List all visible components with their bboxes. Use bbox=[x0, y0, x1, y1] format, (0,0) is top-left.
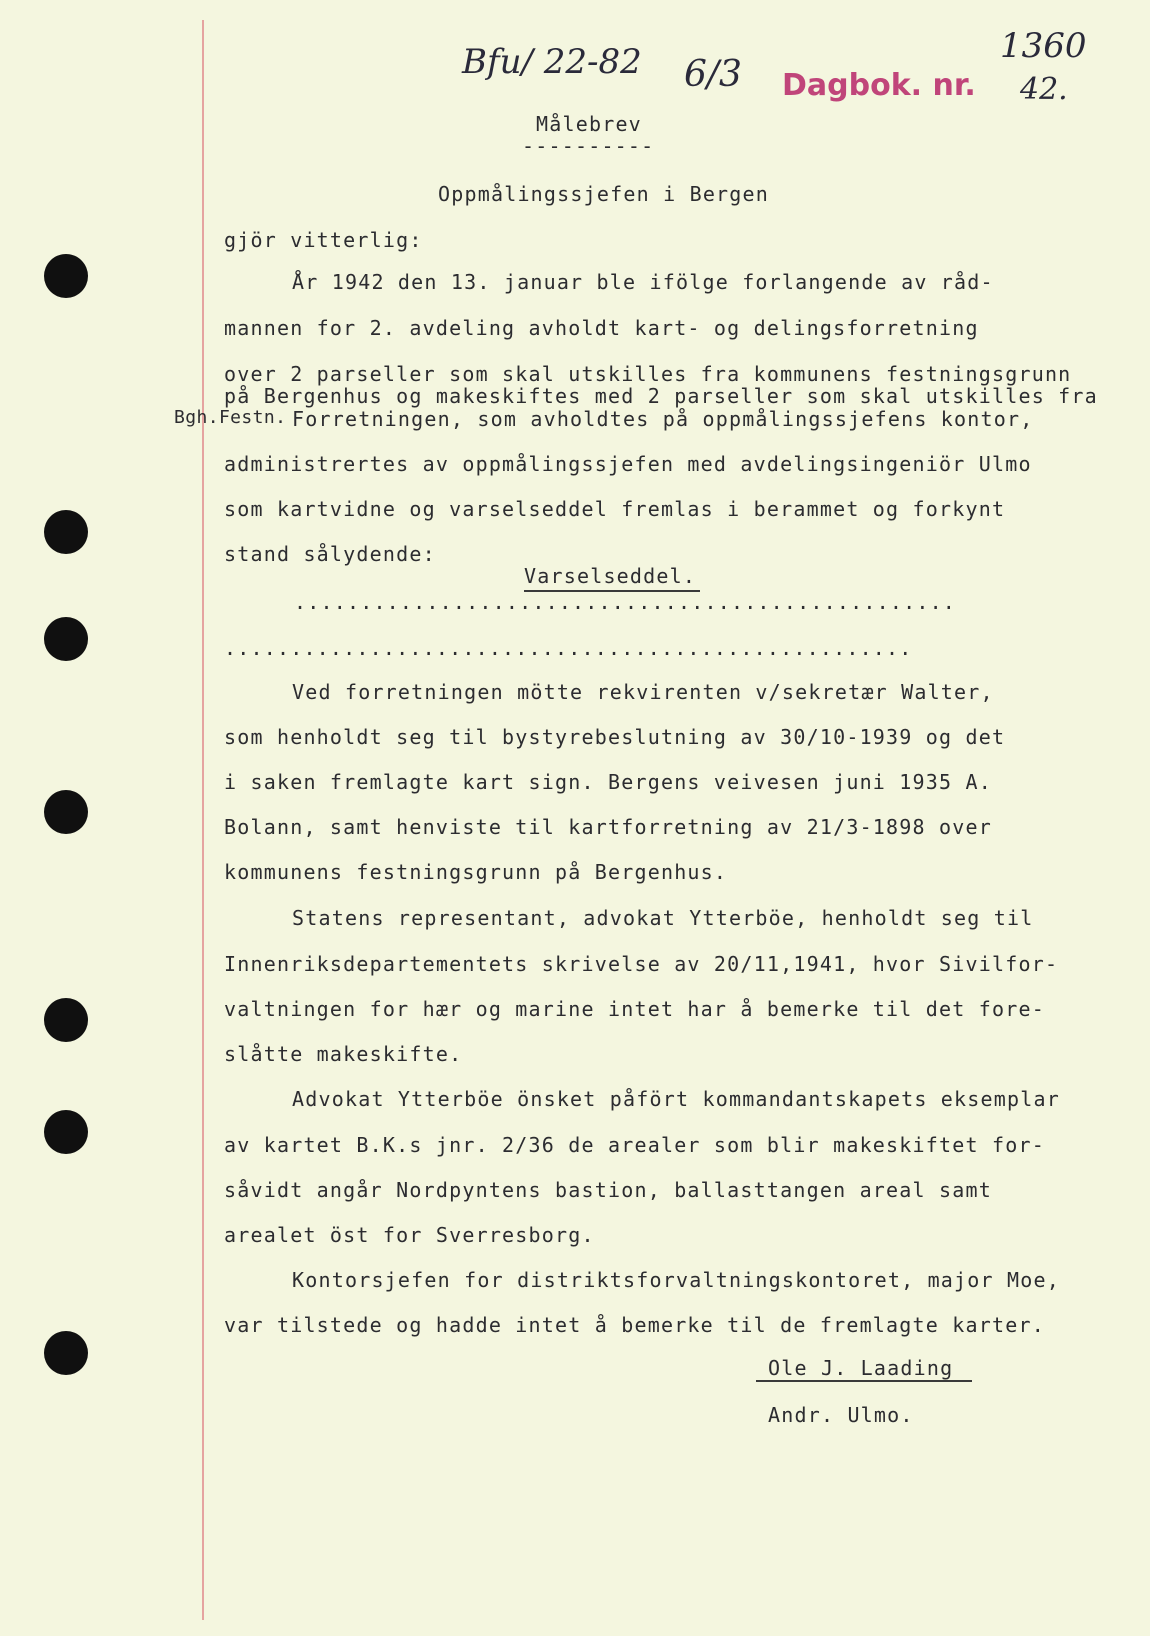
section-heading: Varselseddel. bbox=[524, 564, 697, 588]
punch-hole bbox=[44, 1331, 88, 1375]
body-line: stand sålydende: bbox=[224, 542, 436, 566]
signature-ulmo: Andr. Ulmo. bbox=[768, 1403, 914, 1427]
signature-laading: Ole J. Laading bbox=[768, 1356, 954, 1380]
body-line: som kartvidne og varselseddel fremlas i berammet og forkynt bbox=[224, 497, 1006, 521]
margin-rule bbox=[202, 20, 204, 1620]
punch-hole bbox=[44, 790, 88, 834]
opening-line: gjör vitterlig: bbox=[224, 228, 423, 252]
journal-number: 1360 bbox=[1000, 26, 1087, 66]
punch-hole bbox=[44, 617, 88, 661]
body-line: Bolann, samt henviste til kartforretning av 21/3-1898 over bbox=[224, 815, 992, 839]
dotted-line: .................................................... bbox=[224, 636, 913, 660]
body-line: såvidt angår Nordpyntens bastion, ballasttangen areal samt bbox=[224, 1178, 992, 1202]
body-line: på Bergenhus og makeskiftes med 2 parseller som skal utskilles fra bbox=[224, 384, 1098, 408]
margin-note: Bgh.Festn. bbox=[174, 407, 287, 428]
body-line: arealet öst for Sverresborg. bbox=[224, 1223, 595, 1247]
body-line: som henholdt seg til bystyrebeslutning av 30/10-1939 og det bbox=[224, 725, 1006, 749]
document-title: Målebrev bbox=[536, 112, 642, 136]
body-line: År 1942 den 13. januar ble ifölge forlangende av råd- bbox=[292, 270, 994, 294]
body-line: kommunens festningsgrunn på Bergenhus. bbox=[224, 860, 728, 884]
issuer-line: Oppmålingssjefen i Bergen bbox=[438, 182, 770, 206]
title-rule: ---------- bbox=[522, 134, 655, 158]
body-line: var tilstede og hadde intet å bemerke til de fremlagte karter. bbox=[224, 1313, 1045, 1337]
punch-hole bbox=[44, 998, 88, 1042]
body-line: Forretningen, som avholdtes på oppmålingssjefens kontor, bbox=[292, 407, 1034, 431]
journal-stamp-label: Dagbok. nr. bbox=[782, 68, 976, 103]
body-line: i saken fremlagte kart sign. Bergens veivesen juni 1935 A. bbox=[224, 770, 992, 794]
body-line: slåtte makeskifte. bbox=[224, 1042, 463, 1066]
body-line: over 2 parseller som skal utskilles fra kommunens festningsgrunn bbox=[224, 362, 1072, 386]
punch-hole bbox=[44, 510, 88, 554]
journal-year: 42. bbox=[1020, 72, 1068, 107]
signature-underline bbox=[756, 1380, 972, 1382]
dotted-line: .................................................. bbox=[294, 590, 957, 614]
punch-hole bbox=[44, 1110, 88, 1154]
body-line: Ved forretningen mötte rekvirenten v/sekretær Walter, bbox=[292, 680, 994, 704]
body-line: mannen for 2. avdeling avholdt kart- og delingsforretning bbox=[224, 316, 979, 340]
body-line: Advokat Ytterböe önsket påfört kommandantskapets eksemplar bbox=[292, 1087, 1060, 1111]
punch-hole bbox=[44, 254, 88, 298]
body-line: av kartet B.K.s jnr. 2/36 de arealer som blir makeskiftet for- bbox=[224, 1133, 1045, 1157]
body-line: Kontorsjefen for distriktsforvaltningskontoret, major Moe, bbox=[292, 1268, 1060, 1292]
body-line: administrertes av oppmålingssjefen med avdelingsingeniör Ulmo bbox=[224, 452, 1032, 476]
body-line: Statens representant, advokat Ytterböe, henholdt seg til bbox=[292, 906, 1034, 930]
handwritten-annotation: Bfu/ 22-82 bbox=[462, 42, 642, 82]
body-line: valtningen for hær og marine intet har å bemerke til det fore- bbox=[224, 997, 1045, 1021]
body-line: Innenriksdepartementets skrivelse av 20/11,1941, hvor Sivilfor- bbox=[224, 952, 1059, 976]
handwritten-date: 6/3 bbox=[684, 54, 742, 95]
